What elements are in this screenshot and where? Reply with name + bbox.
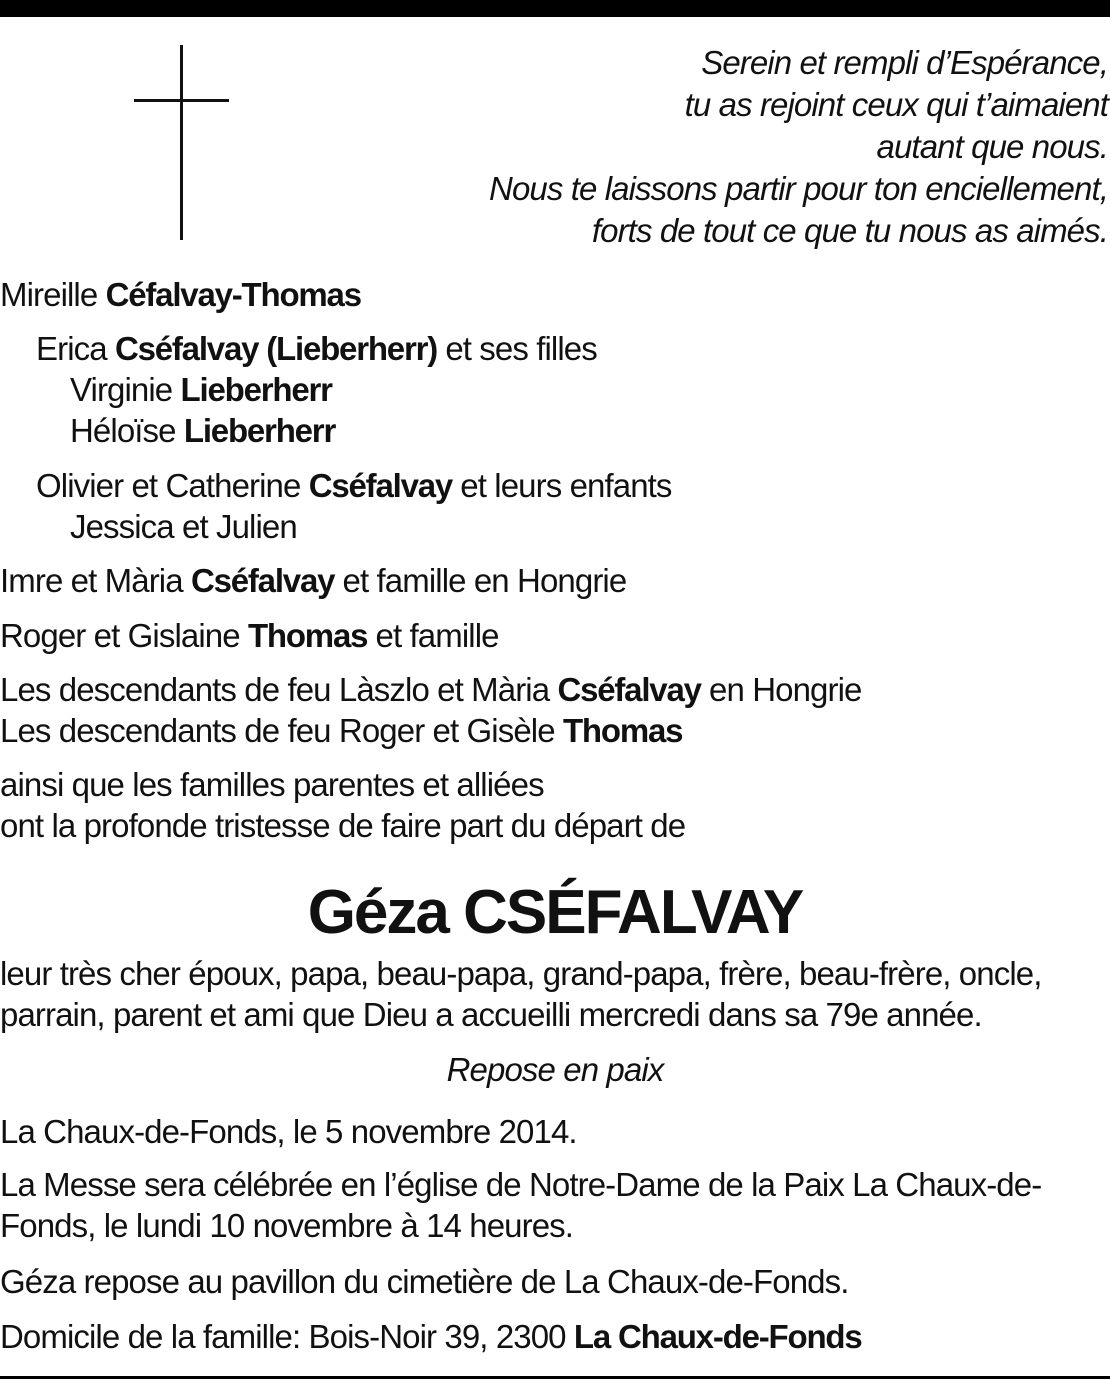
mourner-roger: Roger et Gislaine Thomas et famille [0,617,499,654]
deceased-name: Géza CSÉFALVAY [307,878,803,947]
bottom-border-rule [0,1376,1110,1379]
pavilion-line: Géza repose au pavillon du cimetière de La Chaux-de-Fonds. [0,1263,849,1300]
mourner-olivier: Olivier et Catherine Cséfalvay et leurs enfants [36,467,672,504]
verse-block [489,42,1108,252]
mourner-imre: Imre et Mària Cséfalvay et famille en Hongrie [0,562,627,599]
verse-line: Nous te laissons partir pour ton enciellement, [489,170,1108,207]
verse-line: autant que nous. [876,128,1108,165]
verse-line: tu as rejoint ceux qui t’aimaient [684,86,1108,123]
mourner-erica: Erica Cséfalvay (Lieberherr) et ses filles [36,330,597,367]
allies-line: ainsi que les familles parentes et alliées [0,766,544,803]
mourner-gisele-descendants: Les descendants de feu Roger et Gisèle Thomas [0,712,683,749]
description-line: leur très cher époux, papa, beau-papa, grand-papa, frère, beau-frère, oncle, [0,955,1042,992]
rest-in-peace: Repose en paix [446,1051,664,1088]
mourner-virginie: Virginie Lieberherr [70,371,332,408]
mourner-laszlo-descendants: Les descendants de feu Làszlo et Mària Cséfalvay en Hongrie [0,671,862,708]
mourner-jessica: Jessica et Julien [70,508,297,545]
mourner-mireille: Mireille Céfalvay-Thomas [0,276,361,313]
top-border-rule [0,0,1110,17]
domicile-line: Domicile de la famille: Bois-Noir 39, 2300 La Chaux-de-Fonds [0,1318,862,1355]
mass-line: La Messe sera célébrée en l’église de Notre-Dame de la Paix La Chaux-de- [0,1166,1042,1203]
mourner-heloise: Héloïse Lieberherr [70,412,336,449]
verse-line: forts de tout ce que tu nous as aimés. [591,212,1108,249]
mass-line: Fonds, le lundi 10 novembre à 14 heures. [0,1207,574,1244]
description-line: parrain, parent et ami que Dieu a accueilli mercredi dans sa 79e année. [0,996,982,1033]
announcement-line: ont la profonde tristesse de faire part du départ de [0,807,686,844]
place-date: La Chaux-de-Fonds, le 5 novembre 2014. [0,1113,577,1150]
verse-line: Serein et rempli d’Espérance, [701,44,1108,81]
